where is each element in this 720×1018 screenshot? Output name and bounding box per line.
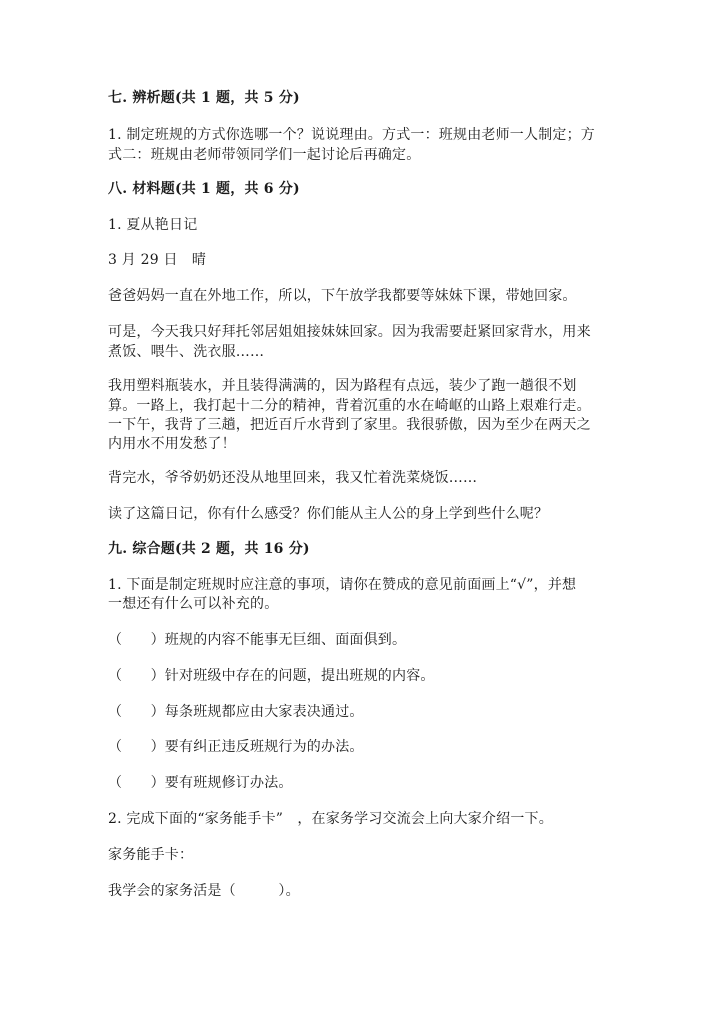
s8-q1-paragraph-2-line1: 可是，今天我只好拜托邻居姐姐接妹妹回家。因为我需要赶紧回家背水，用来 (108, 324, 591, 340)
s9-q1-option-2: （ ）针对班级中存在的问题，提出班规的内容。 (108, 668, 435, 684)
s8-q1-paragraph-3-line2: 算。一路上，我打起十二分的精神，背着沉重的水在崎岖的山路上艰难行走。 (108, 398, 591, 414)
s9-q1-line1: 1. 下面是制定班规时应注意的事项，请你在赞成的意见前面画上“√”，并想 (108, 577, 577, 593)
s7-q1-line2: 式二：班规由老师带领同学们一起讨论后再确定。 (108, 147, 421, 163)
section-9-heading: 九. 综合题(共 2 题，共 16 分) (108, 541, 310, 557)
s8-q1-paragraph-1: 爸爸妈妈一直在外地工作，所以，下午放学我都要等妹妹下课，带她回家。 (108, 288, 577, 304)
s9-q1-option-4: （ ）要有纠正违反班规行为的办法。 (108, 739, 364, 755)
s9-q2-card-title: 家务能手卡： (108, 847, 194, 863)
s9-q1-line2: 一想还有什么可以补充的。 (108, 596, 279, 612)
s8-q1-paragraph-3-line1: 我用塑料瓶装水，并且装得满满的，因为路程有点远，装少了跑一趟很不划 (108, 378, 577, 394)
s8-q1-title: 1. 夏从艳日记 (108, 217, 198, 233)
s8-q1-question: 读了这篇日记，你有什么感受？你们能从主人公的身上学到些什么呢？ (108, 506, 549, 522)
s9-q1-option-5: （ ）要有班规修订办法。 (108, 775, 293, 791)
s9-q1-option-3: （ ）每条班规都应由大家表决通过。 (108, 704, 364, 720)
s8-q1-paragraph-4: 背完水，爷爷奶奶还没从地里回来，我又忙着洗菜烧饭…… (108, 470, 478, 486)
s9-q1-option-1: （ ）班规的内容不能事无巨细、面面俱到。 (108, 632, 407, 648)
section-8-heading: 八. 材料题(共 1 题，共 6 分) (108, 181, 300, 197)
s8-q1-date: 3 月 29 日 晴 (108, 252, 207, 268)
s8-q1-paragraph-3-line4: 内用水不用发愁了！ (108, 436, 236, 452)
section-7-heading: 七. 辨析题(共 1 题，共 5 分) (108, 90, 300, 106)
s9-q2-line1: 2. 完成下面的“家务能手卡” ，在家务学习交流会上向大家介绍一下。 (108, 811, 553, 827)
s7-q1-line1: 1. 制定班规的方式你选哪一个？说说理由。方式一：班规由老师一人制定；方 (108, 127, 596, 143)
s8-q1-paragraph-2-line2: 煮饭、喂牛、洗衣服…… (108, 344, 265, 360)
s8-q1-paragraph-3-line3: 一下午，我背了三趟，把近百斤水背到了家里。我很骄傲，因为至少在两天之 (108, 417, 591, 433)
s9-q2-blank: 我学会的家务活是（ ）。 (108, 883, 300, 899)
